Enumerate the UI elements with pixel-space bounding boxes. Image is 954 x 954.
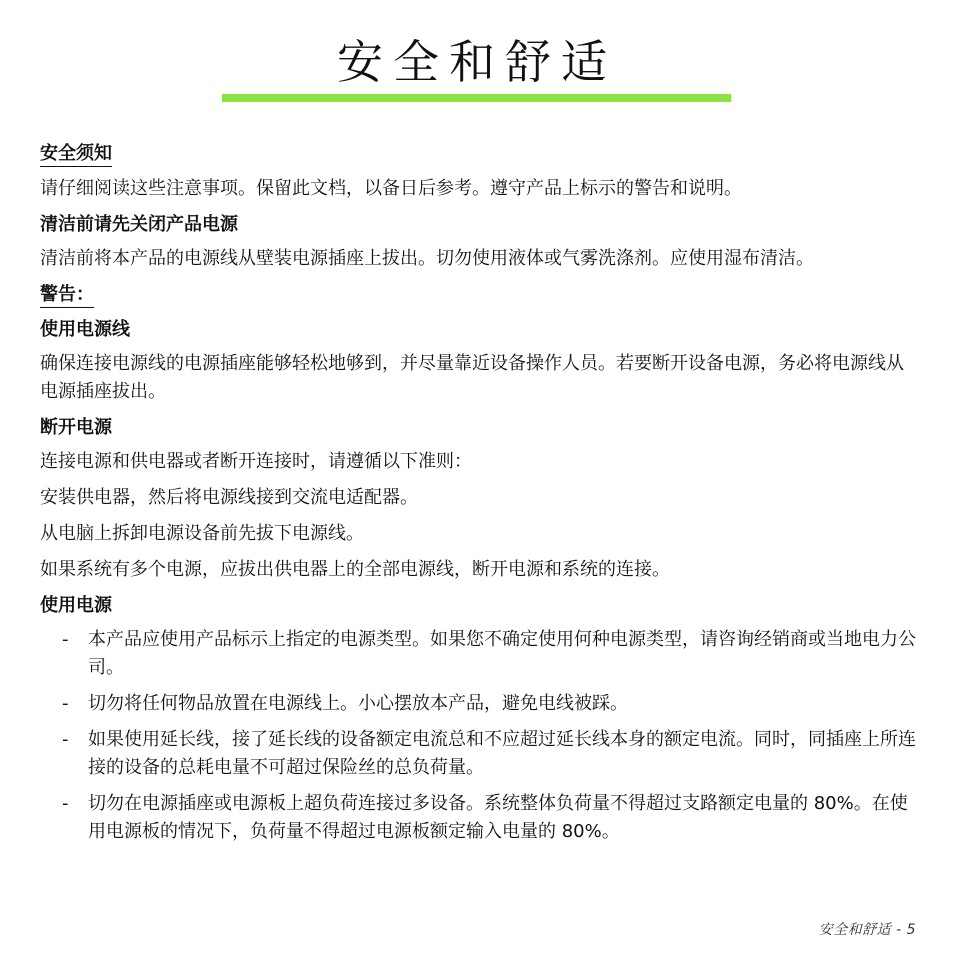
- list-item: [40, 790, 920, 846]
- list-item-text: 本产品应使用产品标示上指定的电源类型。如果您不确定使用何种电源类型，请咨询经销商或当地电力公司。: [88, 629, 916, 678]
- page-footer: 安全和舒适 - 5: [818, 922, 916, 938]
- section-text-power-cord: 确保连接电源线的电源插座能够轻松地够到，并尽量靠近设备操作人员。若要断开设备电源，务必将电源线从电源插座拔出。: [40, 353, 904, 402]
- dash-bullet: -: [62, 629, 69, 650]
- list-item: [40, 726, 920, 782]
- dash-bullet: -: [62, 693, 69, 714]
- power-usage-list: [40, 626, 920, 846]
- disconnect-line: 连接电源和供电器或者断开连接时，请遵循以下准则：: [40, 451, 472, 472]
- list-item-text: 切勿将任何物品放置在电源线上。小心摆放本产品，避免电线被踩。: [88, 693, 628, 714]
- section-heading-power-cord: 使用电源线: [40, 319, 130, 340]
- disconnect-line: 安装供电器，然后将电源线接到交流电适配器。: [40, 487, 418, 508]
- section-text-safety: 请仔细阅读这些注意事项。保留此文档，以备日后参考。遵守产品上标示的警告和说明。: [40, 178, 742, 199]
- section-heading-warning: 警告：: [40, 283, 94, 308]
- list-item: [40, 690, 920, 718]
- list-item-text: 切勿在电源插座或电源板上超负荷连接过多设备。系统整体负荷量不得超过支路额定电量的 80%。在使用电源板的情况下，负荷量不得超过电源板额定输入电量的 80%。: [88, 793, 908, 842]
- dash-bullet: -: [62, 793, 69, 814]
- section-heading-safety: 安全须知: [40, 142, 112, 167]
- title-underline-bar: [222, 94, 731, 102]
- page-title: 安全和舒适: [337, 35, 617, 89]
- disconnect-line: 如果系统有多个电源，应拔出供电器上的全部电源线，断开电源和系统的连接。: [40, 559, 670, 580]
- section-heading-disconnect: 断开电源: [40, 417, 112, 438]
- section-heading-using-power: 使用电源: [40, 595, 112, 616]
- dash-bullet: -: [62, 729, 69, 750]
- list-item-text: 如果使用延长线，接了延长线的设备额定电流总和不应超过延长线本身的额定电流。同时，同插座上所连接的设备的总耗电量不可超过保险丝的总负荷量。: [88, 729, 916, 778]
- section-heading-cleaning: 清洁前请先关闭产品电源: [40, 214, 238, 235]
- disconnect-line: 从电脑上拆卸电源设备前先拔下电源线。: [40, 523, 364, 544]
- section-text-cleaning: 清洁前将本产品的电源线从壁装电源插座上拔出。切勿使用液体或气雾洗涤剂。应使用湿布清洁。: [40, 248, 814, 269]
- list-item: [40, 626, 920, 682]
- content-body: [40, 140, 920, 854]
